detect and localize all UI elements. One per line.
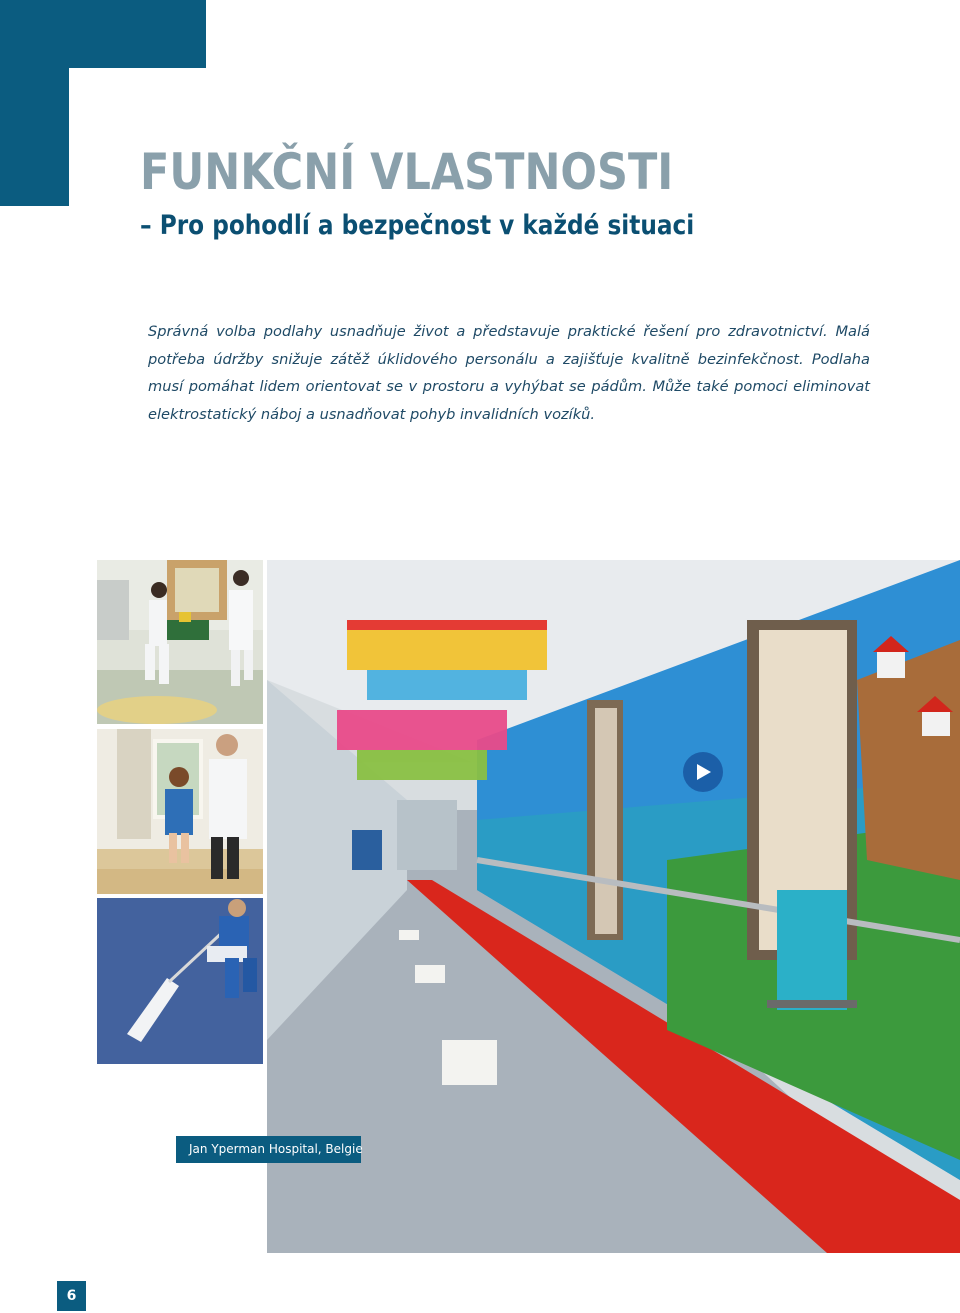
hospital-corridor-photo [267,560,960,1253]
intro-paragraph: Správná volba podlahy usnadňuje život a představuje praktické řešení pro zdravotnictví. Malá potřeba údržby snižuje zátěž úklidového personálu a zajišťuje kvalitně bezinfekčnost. Podlaha musí pomáhat lidem orientovat se v prostoru a vyhýbat se pádům. Může také pomoci eliminovat elektrostatický náboj a usnadňovat pohyb invalidních vozíků. [148,323,870,423]
nurses-corridor-photo [97,560,263,724]
page-subtitle: – Pro pohodlí a bezpečnost v každé situaci [140,210,695,241]
floor-cleaning-photo [97,898,263,1064]
photo-caption: Jan Yperman Hospital, Belgie [176,1136,361,1163]
doctor-child-photo [97,729,263,894]
page-title: FUNKČNÍ VLASTNOSTI [140,143,674,201]
corner-accent-bar [0,0,69,206]
page-number: 6 [57,1281,86,1311]
